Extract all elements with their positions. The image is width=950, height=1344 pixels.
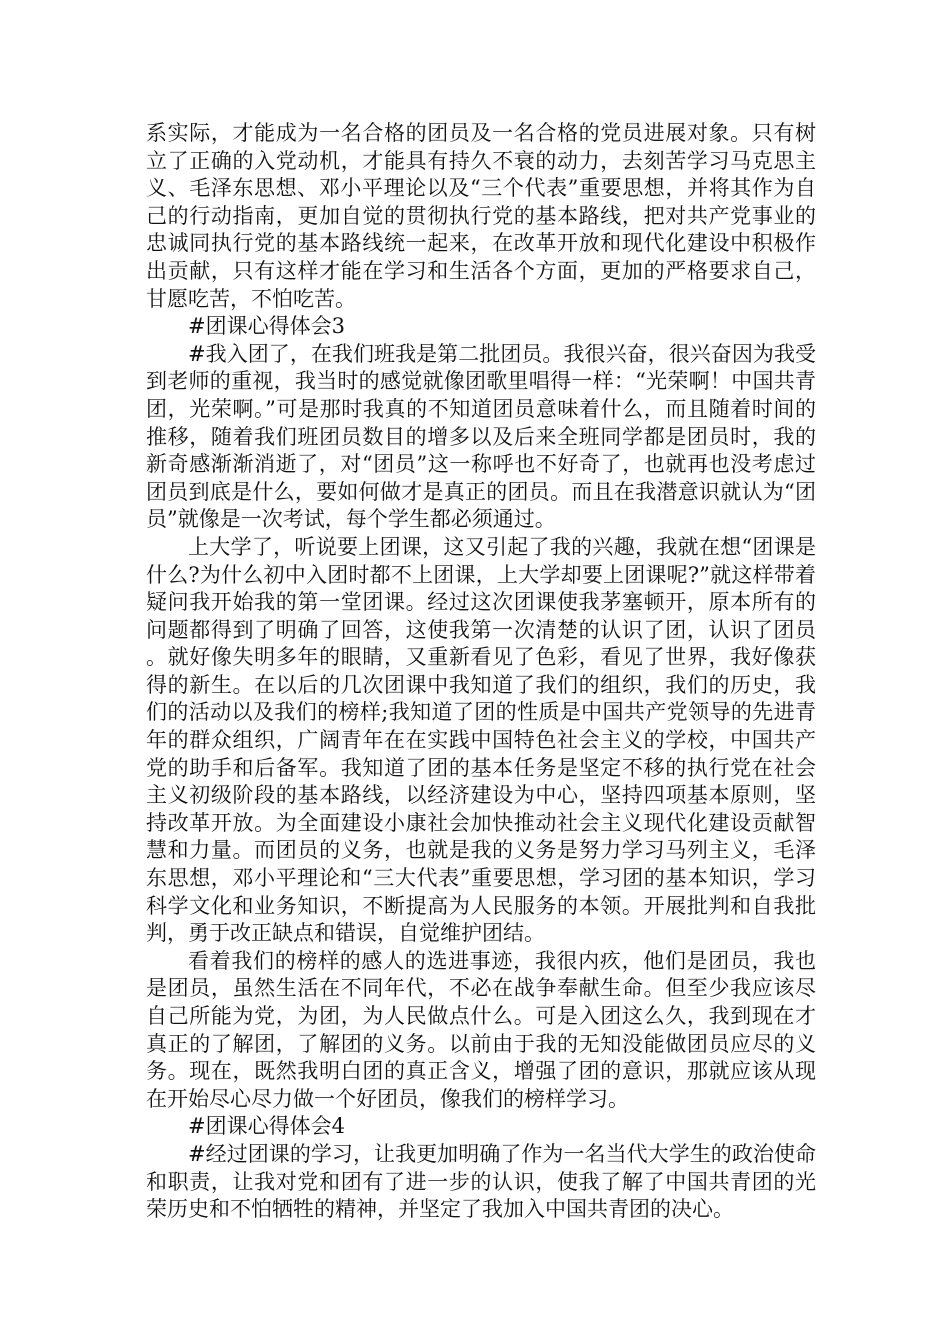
paragraph-university-league-class: 上大学了，听说要上团课，这又引起了我的兴趣，我就在想“团课是什么?为什么初中入团时都不上团课，上大学却要上团课呢?”就这样带着疑问我开始我的第一堂团课。经过这次团课使我茅塞顿开，原本所有的问题都得到了明确了回答，这使我第一次清楚的认识了团，认识了团员。就好像失明多年的眼睛，又重新看见了色彩，看见了世界，我好像获得的新生。在以后的几次团课中我知道了我们的组织，我们的历史，我们的活动以及我们的榜样;我知道了团的性质是中国共产党领导的先进青年的群众组织，广阔青年在在实践中国特色社会主义的学校，中国共产党的助手和后备军。我知道了团的基本任务是坚定不移的执行党在社会主义初级阶段的基本路线，以经济建设为中心，坚持四项基本原则，坚持改革开放。为全面建设小康社会加快推动社会主义现代化建设贡献智慧和力量。而团员的义务，也就是我的义务是努力学习马列主义，毛泽东思想，邓小平理论和“三大代表”重要思想，学习团的基本知识，学习科学文化和业务知识，不断提高为人民服务的本领。开展批判和自我批判，勇于改正缺点和错误，自觉维护团结。: [146, 534, 816, 946]
document-page: [146, 120, 816, 1224]
section-heading-3: #团课心得体会3: [188, 314, 345, 339]
paragraph-continuation: 系实际，才能成为一名合格的团员及一名合格的党员进展对象。只有树立了正确的入党动机，才能具有持久不衰的动力，去刻苦学习马克思主义、毛泽东思想、邓小平理论以及“三个代表”重要思想，并将其作为自己的行动指南，更加自觉的贯彻执行党的基本路线，把对共产党事业的忠诚同执行党的基本路线统一起来，在改革开放和现代化建设中积极作出贡献，只有这样才能在学习和生活各个方面，更加的严格要求自己，甘愿吃苦，不怕吃苦。: [146, 121, 816, 311]
paragraph-mission: #经过团课的学习，让我更加明确了作为一名当代大学生的政治使命和职责，让我对党和团有了进一步的认识，使我了解了中国共青团的光荣历史和不怕牺牲的精神，并坚定了我加入中国共青团的决心。: [146, 1141, 816, 1222]
paragraph-joining-league: #我入团了，在我们班我是第二批团员。我很兴奋，很兴奋因为我受到老师的重视，我当时的感觉就像团歌里唱得一样：“光荣啊！中国共青团，光荣啊。”可是那时我真的不知道团员意味着什么，而且随着时间的推移，随着我们班团员数目的增多以及后来全班同学都是团员时，我的新奇感渐渐消逝了，对“团员”这一称呼也不好奇了，也就再也没考虑过团员到底是什么，要如何做才是真正的团员。而且在我潜意识就认为“团员”就像是一次考试，每个学生都必须通过。: [146, 341, 816, 532]
paragraph-role-models: 看着我们的榜样的感人的选进事迹，我很内疚，他们是团员，我也是团员，虽然生活在不同年代，不必在战争奉献生命。但至少我应该尽自己所能为党，为团，为人民做点什么。可是入团这么久，我到现在才真正的了解团，了解团的义务。以前由于我的无知没能做团员应尽的义务。现在，既然我明白团的真正含义，增强了团的意识，那就应该从现在开始尽心尽力做一个好团员，像我们的榜样学习。: [146, 948, 816, 1111]
section-heading-4: #团课心得体会4: [188, 1114, 345, 1139]
